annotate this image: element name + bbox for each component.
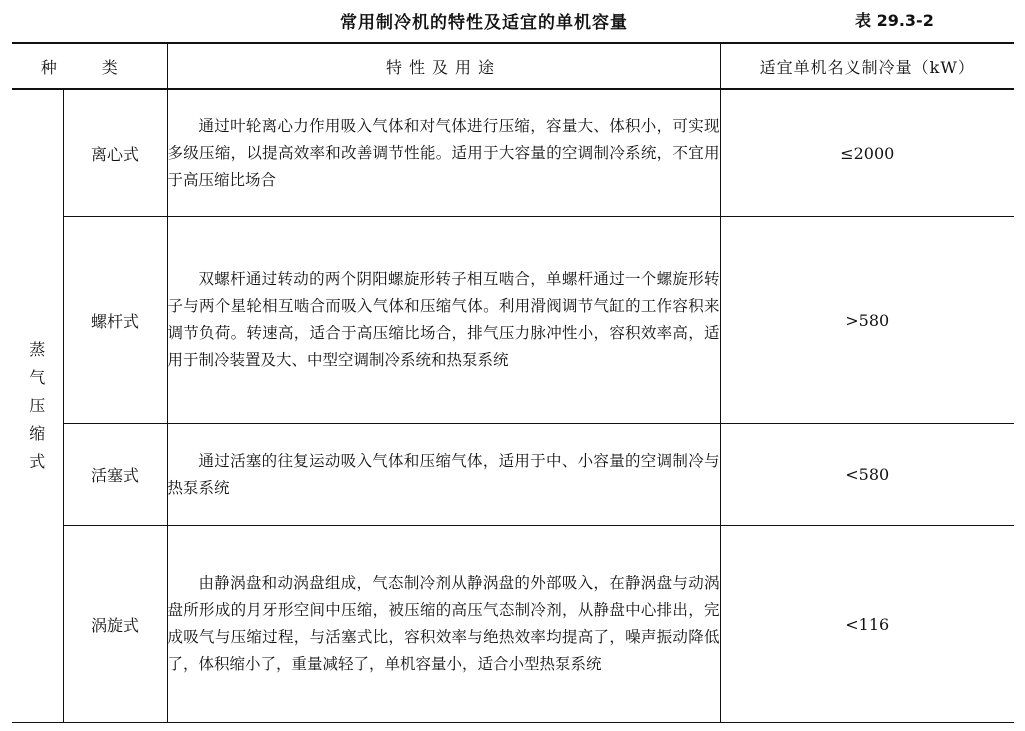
table-title: 常用制冷机的特性及适宜的单机容量 — [340, 13, 628, 33]
type-cell: 涡旋式 — [63, 526, 167, 723]
capacity-cell: >580 — [720, 217, 1014, 424]
description-cell: 通过叶轮离心力作用吸入气体和对气体进行压缩，容量大、体积小，可实现多级压缩，以提高效率和改善调节性能。适用于大容量的空调制冷系统，不宜用于高压缩比场合 — [167, 89, 720, 217]
refrigerator-spec-table — [12, 42, 1014, 723]
table-row — [12, 89, 1014, 217]
type-cell: 离心式 — [63, 89, 167, 217]
group-label: 蒸 气 压 缩 式 — [29, 340, 46, 471]
table-row — [12, 424, 1014, 526]
capacity-cell: <116 — [720, 526, 1014, 723]
capacity-cell: ≤2000 — [720, 89, 1014, 217]
group-vapor-compression — [12, 89, 63, 723]
description-cell: 双螺杆通过转动的两个阴阳螺旋形转子相互啮合，单螺杆通过一个螺旋形转子与两个星轮相互啮合而吸入气体和压缩气体。利用滑阀调节气缸的工作容积来调节负荷。转速高，适合于高压缩比场合，排气压力脉冲性小，容积效率高，适用于制冷装置及大、中型空调制冷系统和热泵系统 — [167, 217, 720, 424]
header-capacity: 适宜单机名义制冷量（kW） — [720, 43, 1014, 89]
header-kind: 种 类 — [12, 43, 167, 89]
type-cell: 活塞式 — [63, 424, 167, 526]
table-number: 表 29.3-2 — [855, 11, 934, 30]
header-features: 特性及用途 — [167, 43, 720, 89]
type-cell: 螺杆式 — [63, 217, 167, 424]
table-row — [12, 526, 1014, 723]
description-cell: 由静涡盘和动涡盘组成，气态制冷剂从静涡盘的外部吸入，在静涡盘与动涡盘所形成的月牙形空间中压缩，被压缩的高压气态制冷剂，从静盘中心排出，完成吸气与压缩过程，与活塞式比，容积效率与绝热效率均提高了，噪声振动降低了，体积缩小了，重量减轻了，单机容量小，适合小型热泵系统 — [167, 526, 720, 723]
table-row — [12, 217, 1014, 424]
description-cell: 通过活塞的往复运动吸入气体和压缩气体，适用于中、小容量的空调制冷与热泵系统 — [167, 424, 720, 526]
capacity-cell: <580 — [720, 424, 1014, 526]
header-row — [12, 43, 1014, 89]
